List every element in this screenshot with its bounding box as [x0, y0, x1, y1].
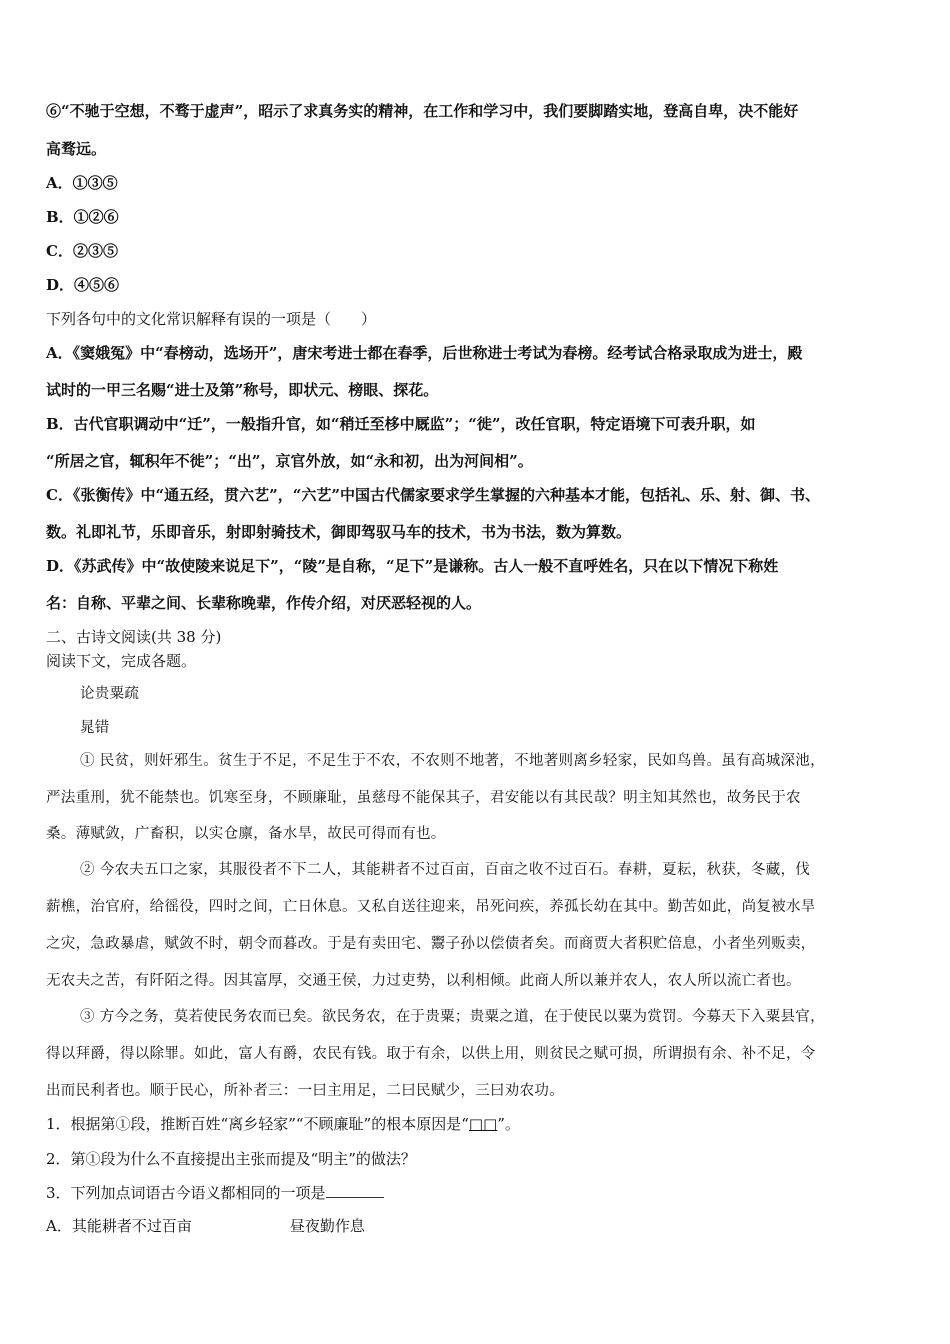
culture-option-b-line-1: B．古代官职调动中“迁”，一般指升官，如“稍迁至栘中厩监”；“徙”，改任官职，特定语境下可表升职，如: [46, 415, 756, 433]
paragraph-1-line-3: 桑。薄赋敛，广畜积，以实仓廪，备水旱，故民可得而有也。: [46, 826, 446, 842]
section-instruction: 阅读下文，完成各题。: [46, 652, 197, 670]
culture-option-a-line-2: 试时的一甲三名赐“进士及第”称号，即状元、榜眼、探花。: [46, 381, 439, 399]
question-1-close: ”。: [497, 1115, 520, 1133]
paragraph-3-line-2: 得以拜爵，得以除罪。如此，富人有爵，农民有钱。取于有余，以供上用，则贫民之赋可损，所谓损有余、补不足，令: [46, 1046, 816, 1062]
culture-option-c-line-2: 数。礼即礼节，乐即音乐，射即射骑技术，御即驾驭马车的技术，书为书法，数为算数。: [46, 523, 632, 541]
question-3: [46, 1183, 384, 1203]
paragraph-2-line-3: 之灾，急政暴虐，赋敛不时，朝令而暮改。于是有卖田宅、鬻子孙以偿债者矣。而商贾大者积贮倍息，小者坐列贩卖，: [46, 936, 816, 952]
paragraph-3-line-1: ③ 方今之务，莫若使民务农而已矣。欲民务农，在于贵粟；贵粟之道，在于使民以粟为赏罚。今募天下入粟县官，: [80, 1009, 825, 1025]
answer-blank[interactable]: [326, 1183, 384, 1198]
paragraph-1-line-2: 严法重刑，犹不能禁也。饥寒至身，不顾廉耻，虽慈母不能保其子，君安能以有其民哉？明主知其然也，故务民于农: [46, 790, 801, 806]
question-2: 2．第①段为什么不直接提出主张而提及“明主”的做法？: [46, 1150, 416, 1168]
question-1-text: 1．根据第①段，推断百姓“离乡轻家”“不顾廉耻”的根本原因是“: [46, 1115, 469, 1133]
paragraph-2-line-2: 薪樵，治官府，给徭役，四时之间，亡日休息。又私自送往迎来，吊死问疾，养孤长幼在其中。勤苦如此，尚复被水旱: [46, 899, 816, 915]
culture-option-b-line-2: “所居之官，辄积年不徙”；“出”，京官外放，如“永和初，出为河间相”。: [46, 452, 533, 470]
culture-option-c-line-1: C．《张衡传》中“通五经，贯六艺”，“六艺”中国古代儒家要求学生掌握的六种基本才能，包括礼、乐、射、御、书、: [46, 486, 820, 504]
section-heading: 二、古诗文阅读(共 38 分): [46, 628, 222, 646]
option-a: A．①③⑤: [46, 174, 118, 192]
paragraph-1-line-1: ① 民贫，则奸邪生。贫生于不足，不足生于不农，不农则不地著，不地著则离乡轻家，民如鸟兽。虽有高城深池，: [80, 753, 825, 769]
culture-option-d-line-1: D．《苏武传》中“故使陵来说足下”，“陵”是自称，“足下”是谦称。古人一般不直呼姓名，只在以下情况下称姓: [46, 557, 779, 575]
passage-title: 论贵粟疏: [80, 686, 140, 702]
option-a-right: 昼夜勤作息: [289, 1217, 365, 1235]
paragraph-2-line-4: 无农夫之苦，有阡陌之得。因其富厚，交通王侯，力过吏势，以利相倾。此商人所以兼并农人，农人所以流亡者也。: [46, 973, 801, 989]
item-6-line-1: ⑥“不驰于空想，不骛于虚声”，昭示了求真务实的精神，在工作和学习中，我们要脚踏实地，登高自卑，决不能好: [46, 102, 799, 120]
option-c: C．②③⑤: [46, 242, 118, 260]
paragraph-3-line-3: 出而民利者也。顺于民心，所补者三：一曰主用足，二曰民赋少，三曰劝农功。: [46, 1083, 564, 1099]
option-d: D．④⑤⑥: [46, 276, 120, 294]
question-3-option-a: [46, 1216, 365, 1236]
option-a-left: A．其能耕者不过百亩: [46, 1217, 192, 1235]
question-1: [46, 1114, 520, 1134]
culture-question-stem: 下列各句中的文化常识解释有误的一项是（ ）: [46, 310, 377, 328]
answer-boxes: □□: [468, 1115, 498, 1133]
paragraph-2-line-1: ② 今农夫五口之家，其服役者不下二人，其能耕者不过百亩，百亩之收不过百石。春耕，夏耘，秋获，冬藏，伐: [80, 862, 811, 878]
option-b: B．①②⑥: [46, 208, 119, 226]
culture-option-a-line-1: A．《窦娥冤》中“春榜动，选场开”，唐宋考进士都在春季，后世称进士考试为春榜。经考试合格录取成为进士，殿: [46, 344, 803, 362]
culture-option-d-line-2: 名：自称、平辈之间、长辈称晚辈，作传介绍，对厌恶轻视的人。: [46, 594, 482, 612]
passage-author: 晁错: [80, 720, 110, 736]
question-3-text: 3．下列加点词语古今语义都相同的一项是: [46, 1184, 326, 1202]
item-6-line-2: 高骛远。: [46, 140, 107, 158]
